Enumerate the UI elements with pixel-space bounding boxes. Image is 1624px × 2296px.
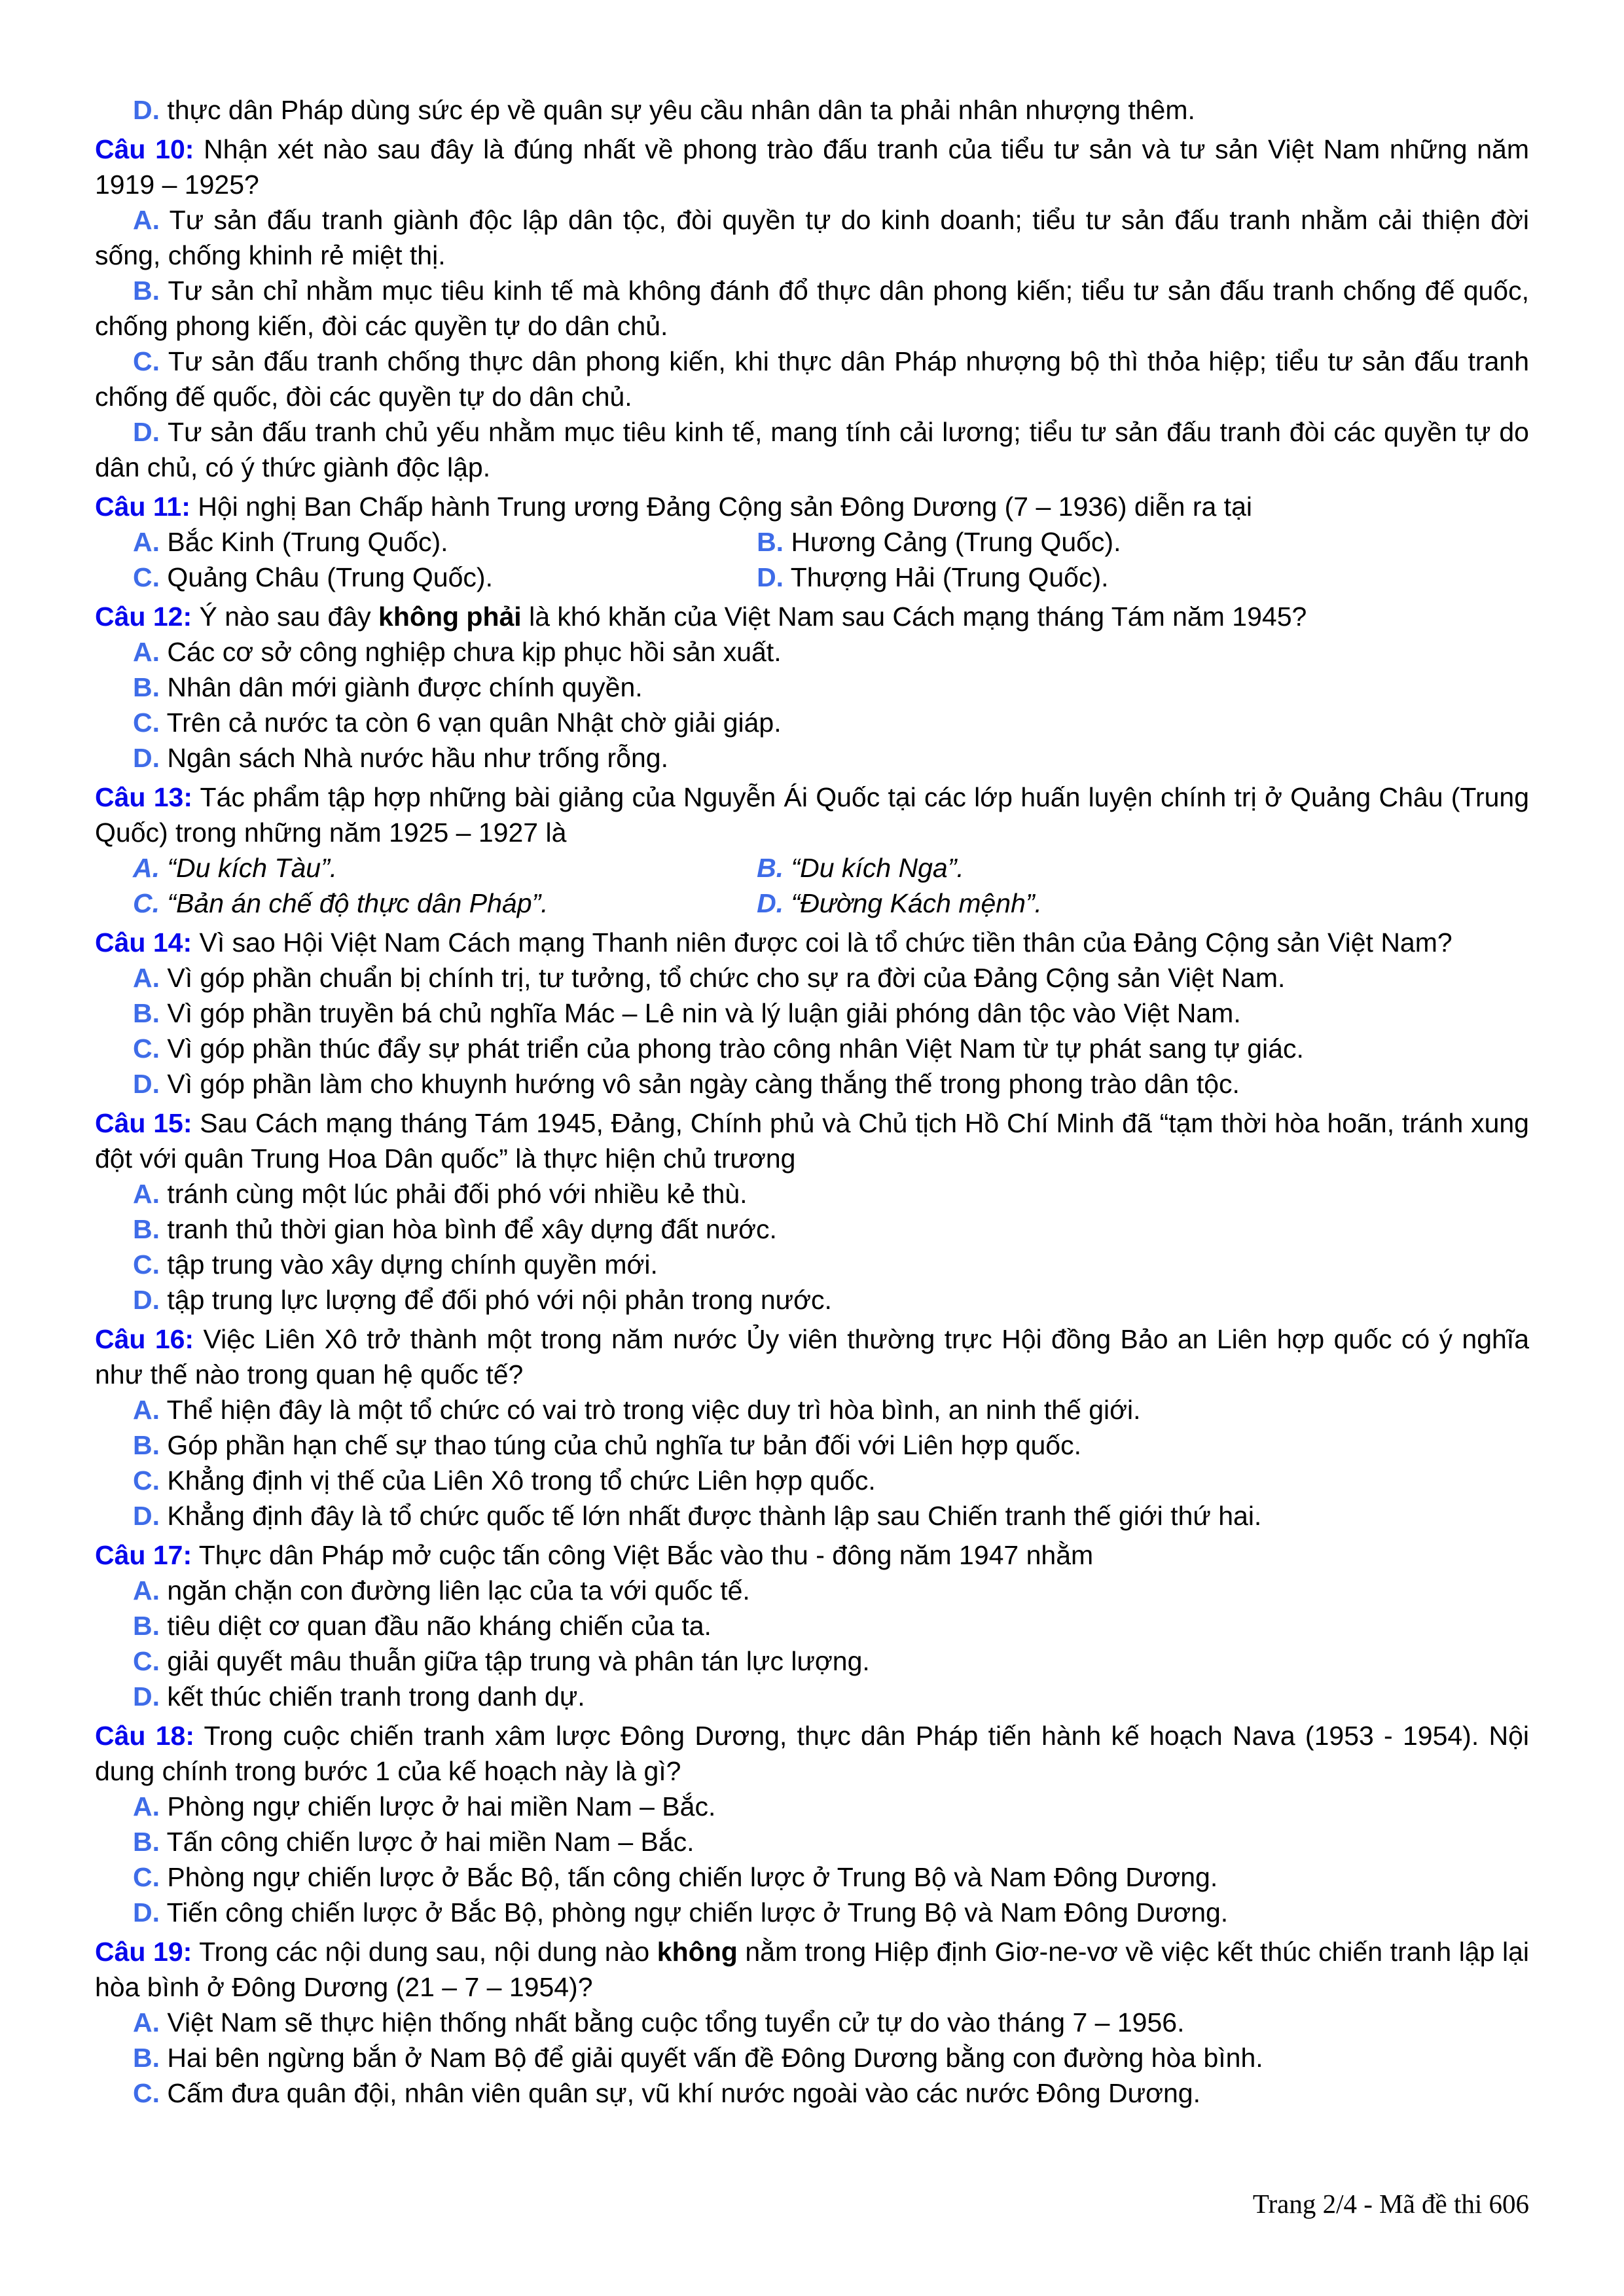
question-cau-15 — [95, 1105, 1529, 1318]
option-letter: C. — [133, 346, 160, 376]
question-label: Câu 19: — [95, 1937, 192, 1967]
option-b: B. Nhân dân mới giành được chính quyền. — [133, 672, 643, 702]
option-a: A. “Du kích Tàu”. — [133, 853, 338, 883]
option-letter: D. — [133, 743, 160, 773]
option-letter: A. — [133, 205, 160, 235]
option-letter: A. — [133, 2007, 160, 2037]
option-b: B. Hai bên ngừng bắn ở Nam Bộ để giải quyết vấn đề Đông Dương bằng con đường hòa bình. — [133, 2043, 1263, 2073]
option-letter: D. — [133, 95, 160, 125]
question-cau-18 — [95, 1718, 1529, 1930]
option-d: D. “Đường Kách mệnh”. — [757, 888, 1042, 918]
question-label: Câu 11: — [95, 492, 190, 522]
option-c: C. Quảng Châu (Trung Quốc). — [133, 562, 493, 592]
option-letter: D. — [133, 1681, 160, 1712]
question-text: Câu 10: Nhận xét nào sau đây là đúng nhất về phong trào đấu tranh của tiểu tư sản và tư sản Việt Nam những năm 1919 – 1925? — [95, 134, 1529, 200]
option-letter: A. — [133, 527, 160, 557]
question-text: Câu 11: Hội nghị Ban Chấp hành Trung ương Đảng Cộng sản Đông Dương (7 – 1936) diễn ra tại — [95, 492, 1252, 522]
option-letter: C. — [133, 1862, 160, 1892]
emphasis-text: không phải — [378, 601, 522, 632]
option-d: D. Ngân sách Nhà nước hầu như trống rỗng. — [133, 743, 668, 773]
question-text: Câu 12: Ý nào sau đây không phải là khó khăn của Việt Nam sau Cách mạng tháng Tám năm 1945? — [95, 601, 1307, 632]
option-c: C. “Bản án chế độ thực dân Pháp”. — [133, 888, 549, 918]
option-b: B. Tư sản chỉ nhằm mục tiêu kinh tế mà không đánh đổ thực dân phong kiến; tiểu tư sản đấu tranh chống đế quốc, chống phong kiến, đòi các quyền tự do dân chủ. — [95, 276, 1529, 341]
options-group — [95, 1392, 1529, 1534]
option-c: C. Trên cả nước ta còn 6 vạn quân Nhật chờ giải giáp. — [133, 708, 782, 738]
options-group — [95, 960, 1529, 1102]
option-a: A. Vì góp phần chuẩn bị chính trị, tư tưởng, tổ chức cho sự ra đời của Đảng Cộng sản Việt Nam. — [133, 963, 1286, 993]
option-letter: D. — [133, 1897, 160, 1928]
options-group — [95, 1789, 1529, 1930]
option-a: A. Các cơ sở công nghiệp chưa kịp phục hồi sản xuất. — [133, 637, 782, 667]
question-label: Câu 17: — [95, 1540, 192, 1570]
option-d: D. Khẳng định đây là tổ chức quốc tế lớn nhất được thành lập sau Chiến tranh thế giới thứ hai. — [133, 1501, 1262, 1531]
option-letter: C. — [133, 708, 160, 738]
option-c: C. giải quyết mâu thuẫn giữa tập trung và phân tán lực lượng. — [133, 1646, 870, 1676]
option-c: C. Phòng ngự chiến lược ở Bắc Bộ, tấn công chiến lược ở Trung Bộ và Nam Đông Dương. — [133, 1862, 1218, 1892]
option-d: D. Tư sản đấu tranh chủ yếu nhằm mục tiêu kinh tế, mang tính cải lương; tiểu tư sản đấu tranh đòi các quyền tự do dân chủ, có ý thức giành độc lập. — [95, 417, 1529, 482]
option-letter: A. — [133, 963, 160, 993]
option-letter: D. — [757, 888, 784, 918]
option-b: B. Hương Cảng (Trung Quốc). — [757, 527, 1121, 557]
option-letter: B. — [133, 2043, 160, 2073]
option-a: A. tránh cùng một lúc phải đối phó với nhiều kẻ thù. — [133, 1179, 748, 1209]
question-cau-17 — [95, 1537, 1529, 1714]
question-text: Câu 19: Trong các nội dung sau, nội dung nào không nằm trong Hiệp định Giơ-ne-vơ về việc kết thúc chiến tranh lập lại hòa bình ở Đông Dương (21 – 7 – 1954)? — [95, 1937, 1529, 2002]
question-text: Câu 13: Tác phẩm tập hợp những bài giảng của Nguyễn Ái Quốc tại các lớp huấn luyện chính trị ở Quảng Châu (Trung Quốc) trong những năm 1925 – 1927 là — [95, 782, 1530, 848]
question-text: Câu 16: Việc Liên Xô trở thành một trong năm nước Ủy viên thường trực Hội đồng Bảo an Liên hợp quốc có ý nghĩa như thế nào trong quan hệ quốc tế? — [95, 1324, 1529, 1390]
question-cau-10 — [95, 132, 1529, 485]
option-letter: A. — [133, 1395, 160, 1425]
question-text: Câu 14: Vì sao Hội Việt Nam Cách mạng Thanh niên được coi là tổ chức tiền thân của Đảng Cộng sản Việt Nam? — [95, 927, 1453, 958]
question-cau-14 — [95, 925, 1529, 1102]
question-label: Câu 14: — [95, 927, 192, 958]
option-a: A. Tư sản đấu tranh giành độc lập dân tộc, đòi quyền tự do kinh doanh; tiểu tư sản đấu tranh nhằm cải thiện đời sống, chống khinh rẻ miệt thị. — [95, 205, 1529, 270]
question-text: Câu 18: Trong cuộc chiến tranh xâm lược Đông Dương, thực dân Pháp tiến hành kế hoạch Nava (1953 - 1954). Nội dung chính trong bước 1 của kế hoạch này là gì? — [95, 1721, 1529, 1786]
options-group — [95, 524, 1529, 595]
question-cau-12 — [95, 599, 1529, 776]
option-b: B. tranh thủ thời gian hòa bình để xây dựng đất nước. — [133, 1214, 777, 1244]
option-b: B. Tấn công chiến lược ở hai miền Nam – Bắc. — [133, 1827, 695, 1857]
questions-area — [95, 92, 1529, 2111]
option-a: A. Thể hiện đây là một tổ chức có vai trò trong việc duy trì hòa bình, an ninh thế giới. — [133, 1395, 1141, 1425]
question-text: Câu 15: Sau Cách mạng tháng Tám 1945, Đảng, Chính phủ và Chủ tịch Hồ Chí Minh đã “tạm thời hòa hoãn, tránh xung đột với quân Trung Hoa Dân quốc” là thực hiện chủ trương — [95, 1108, 1529, 1174]
option-b: B. “Du kích Nga”. — [757, 853, 964, 883]
option-letter: A. — [133, 853, 160, 883]
page-number-label: Trang 2/4 - Mã đề thi 606 — [1252, 2188, 1529, 2219]
option-letter: A. — [133, 1575, 160, 1605]
option-letter: C. — [133, 1033, 160, 1064]
question-text: Câu 17: Thực dân Pháp mở cuộc tấn công Việt Bắc vào thu - đông năm 1947 nhằm — [95, 1540, 1094, 1570]
option-letter: D. — [133, 1285, 160, 1315]
option-letter: B. — [757, 853, 784, 883]
option-letter: C. — [133, 562, 160, 592]
option-letter: A. — [133, 1791, 160, 1821]
option-c: C. tập trung vào xây dựng chính quyền mới. — [133, 1249, 658, 1280]
option-a: A. Việt Nam sẽ thực hiện thống nhất bằng cuộc tổng tuyển cử tự do vào tháng 7 – 1956. — [133, 2007, 1185, 2037]
question-label: Câu 16: — [95, 1324, 194, 1354]
option-letter: A. — [133, 637, 160, 667]
option-b: B. Vì góp phần truyền bá chủ nghĩa Mác – Lê nin và lý luận giải phóng dân tộc vào Việt Nam. — [133, 998, 1241, 1028]
question-cau-11 — [95, 489, 1529, 595]
question-cau-19 — [95, 1934, 1529, 2111]
page-footer — [1253, 2188, 1529, 2220]
option-letter: B. — [133, 1611, 160, 1641]
options-group — [95, 850, 1529, 921]
option-letter: C. — [133, 2078, 160, 2108]
option-a: A. Bắc Kinh (Trung Quốc). — [133, 527, 448, 557]
question-cau-16 — [95, 1321, 1529, 1534]
option-d: D. Vì góp phần làm cho khuynh hướng vô sản ngày càng thắng thế trong phong trào dân tộc. — [133, 1069, 1240, 1099]
option-letter: B. — [133, 1430, 160, 1460]
option-b: B. tiêu diệt cơ quan đầu não kháng chiến của ta. — [133, 1611, 712, 1641]
question-label: Câu 13: — [95, 782, 192, 812]
option-a: A. ngăn chặn con đường liên lạc của ta với quốc tế. — [133, 1575, 750, 1605]
option-d: D. Tiến công chiến lược ở Bắc Bộ, phòng ngự chiến lược ở Trung Bộ và Nam Đông Dương. — [133, 1897, 1229, 1928]
option-letter: C. — [133, 1465, 160, 1496]
option-letter: C. — [133, 1249, 160, 1280]
question-cau-13 — [95, 780, 1529, 921]
option-c: C. Tư sản đấu tranh chống thực dân phong kiến, khi thực dân Pháp nhượng bộ thì thỏa hiệp; tiểu tư sản đấu tranh chống đế quốc, đòi các quyền tự do dân chủ. — [95, 346, 1529, 412]
option-letter: B. — [133, 1214, 160, 1244]
option-letter: B. — [133, 672, 160, 702]
options-group — [95, 2005, 1529, 2111]
option-b: B. Góp phần hạn chế sự thao túng của chủ nghĩa tư bản đối với Liên hợp quốc. — [133, 1430, 1081, 1460]
option-letter: B. — [133, 998, 160, 1028]
options-group — [95, 1176, 1529, 1318]
option-c: C. Cấm đưa quân đội, nhân viên quân sự, vũ khí nước ngoài vào các nước Đông Dương. — [133, 2078, 1200, 2108]
question-label: Câu 15: — [95, 1108, 192, 1138]
option-letter: D. — [133, 417, 160, 447]
option-d: D. thực dân Pháp dùng sức ép về quân sự yêu cầu nhân dân ta phải nhân nhượng thêm. — [133, 95, 1195, 125]
option-letter: C. — [133, 1646, 160, 1676]
emphasis-text: không — [657, 1937, 738, 1967]
options-group — [95, 1573, 1529, 1714]
option-letter: D. — [133, 1069, 160, 1099]
option-d: D. kết thúc chiến tranh trong danh dự. — [133, 1681, 585, 1712]
option-d: D. Thượng Hải (Trung Quốc). — [757, 562, 1109, 592]
option-c: C. Khẳng định vị thế của Liên Xô trong tổ chức Liên hợp quốc. — [133, 1465, 876, 1496]
question-label: Câu 18: — [95, 1721, 194, 1751]
option-d: D. tập trung lực lượng để đối phó với nội phản trong nước. — [133, 1285, 832, 1315]
option-a: A. Phòng ngự chiến lược ở hai miền Nam – Bắc. — [133, 1791, 716, 1821]
option-letter: D. — [757, 562, 784, 592]
question-label: Câu 12: — [95, 601, 192, 632]
option-letter: B. — [133, 276, 160, 306]
option-letter: B. — [757, 527, 784, 557]
option-letter: D. — [133, 1501, 160, 1531]
options-group — [95, 202, 1529, 485]
option-letter: B. — [133, 1827, 160, 1857]
option-c: C. Vì góp phần thúc đẩy sự phát triển của phong trào công nhân Việt Nam từ tự phát sang tự giác. — [133, 1033, 1304, 1064]
option-letter: C. — [133, 888, 160, 918]
question-label: Câu 10: — [95, 134, 194, 164]
options-group — [95, 634, 1529, 776]
option-letter: A. — [133, 1179, 160, 1209]
